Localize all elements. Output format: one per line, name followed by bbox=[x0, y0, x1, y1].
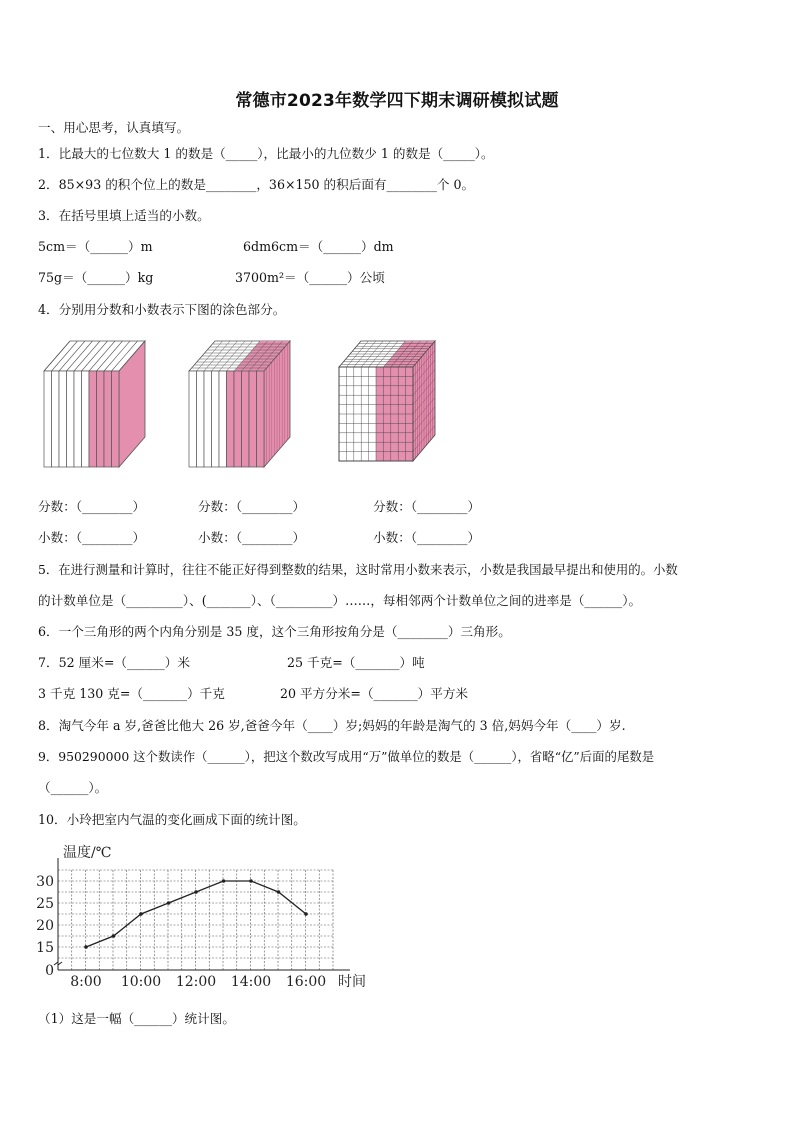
data-point bbox=[167, 901, 171, 905]
question-5-line-1: 5．在进行测量和计算时，往往不能正好得到整数的结果，这时常用小数来表示，小数是我国最早提出和使用的。小数 bbox=[38, 562, 678, 577]
y-axis-label: 温度/℃ bbox=[63, 845, 112, 861]
data-point bbox=[277, 890, 281, 894]
x-tick-label: 14:00 bbox=[230, 974, 272, 990]
y-tick-label: 30 bbox=[36, 874, 54, 890]
x-tick-label: 10:00 bbox=[120, 974, 162, 990]
fraction-answer-1: 分数：（________） bbox=[38, 499, 146, 514]
strip-2 bbox=[52, 371, 60, 467]
question-9-line-1: 9．950290000 这个数读作（______），把这个数改写成用“万”做单位的数是（______），省略“亿”后面的尾数是 bbox=[38, 749, 655, 764]
y-tick-label: 25 bbox=[36, 896, 54, 912]
strip-figure-2 bbox=[185, 337, 297, 472]
chart-grid bbox=[58, 870, 334, 970]
section-heading: 一、用心思考，认真填写。 bbox=[38, 120, 190, 135]
question-9-line-2: （______）。 bbox=[38, 780, 108, 795]
fraction-answer-2: 分数：（________） bbox=[198, 499, 306, 514]
question-7b: 25 千克=（_______）吨 bbox=[287, 655, 425, 670]
question-3a: 5cm＝（______）m bbox=[38, 239, 153, 254]
strip-5 bbox=[74, 371, 82, 467]
question-4: 4．分别用分数和小数表示下图的涂色部分。 bbox=[38, 302, 286, 317]
strip-8 bbox=[97, 371, 105, 467]
decimal-answer-1: 小数：（________） bbox=[38, 530, 146, 545]
strip-4 bbox=[67, 371, 75, 467]
question-7c: 3 千克 130 克=（_______）千克 bbox=[38, 686, 225, 701]
question-7d: 20 平方分米=（_______）平方米 bbox=[280, 686, 469, 701]
question-3c: 75g＝（______）kg bbox=[38, 270, 154, 285]
y-tick-label: 20 bbox=[36, 918, 54, 934]
question-10-part-1: （1）这是一幅（______）统计图。 bbox=[38, 1011, 235, 1026]
y-tick-label: 0 bbox=[45, 963, 54, 979]
cube-figure-3 bbox=[335, 337, 447, 472]
data-point bbox=[112, 934, 116, 938]
x-tick-label: 12:00 bbox=[175, 974, 217, 990]
question-6: 6．一个三角形的两个内角分别是 35 度，这个三角形按角分是（________）三角形。 bbox=[38, 624, 511, 639]
question-1: 1．比最大的七位数大 1 的数是（_____），比最小的九位数少 1 的数是（_____）。 bbox=[38, 146, 494, 161]
strip-6 bbox=[82, 371, 90, 467]
strip-3 bbox=[59, 371, 67, 467]
strip-figure-1 bbox=[40, 337, 152, 472]
data-point bbox=[139, 912, 143, 916]
question-8: 8．淘气今年 a 岁,爸爸比他大 26 岁,爸爸今年（____）岁;妈妈的年龄是淘气的 3 倍,妈妈今年（____）岁. bbox=[38, 718, 626, 733]
decimal-answer-3: 小数：（________） bbox=[373, 530, 481, 545]
data-point bbox=[304, 912, 308, 916]
data-point bbox=[222, 879, 226, 883]
question-3b: 6dm6cm＝（______）dm bbox=[243, 239, 394, 254]
question-7a: 7．52 厘米=（______）米 bbox=[38, 655, 190, 670]
question-2: 2．85×93 的积个位上的数是________，36×150 的积后面有________个 0。 bbox=[38, 177, 475, 192]
data-point bbox=[249, 879, 253, 883]
strip-7 bbox=[89, 371, 97, 467]
strip-9 bbox=[104, 371, 112, 467]
question-5-line-2: 的计数单位是（_________）、(_______）、（_________）……，每相邻两个计数单位之间的进率是（______）。 bbox=[38, 593, 642, 608]
chart-tick-labels bbox=[36, 874, 326, 990]
data-point bbox=[194, 890, 198, 894]
question-3: 3．在括号里填上适当的小数。 bbox=[38, 208, 210, 223]
fraction-answer-3: 分数：（________） bbox=[373, 499, 481, 514]
temperature-line-chart bbox=[36, 838, 381, 993]
strip-10 bbox=[112, 371, 120, 467]
question-3d: 3700m²＝（______）公顷 bbox=[235, 270, 385, 285]
x-axis-label: 时间 bbox=[338, 974, 366, 990]
strip-1 bbox=[44, 371, 52, 467]
page-title: 常德市2023年数学四下期末调研模拟试题 bbox=[235, 91, 559, 111]
x-tick-label: 8:00 bbox=[70, 974, 102, 990]
question-10: 10．小玲把室内气温的变化画成下面的统计图。 bbox=[38, 812, 306, 827]
x-tick-label: 16:00 bbox=[285, 974, 327, 990]
y-tick-label: 15 bbox=[36, 940, 54, 956]
data-point bbox=[84, 945, 88, 949]
decimal-answer-2: 小数：（________） bbox=[198, 530, 306, 545]
